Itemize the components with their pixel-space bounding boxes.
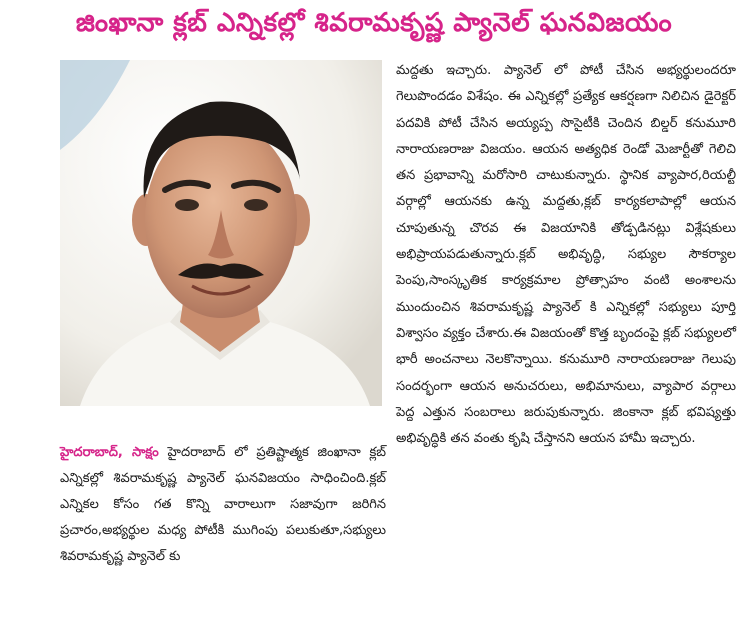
article-continuation — [396, 58, 736, 452]
headline: జింఖానా క్లబ్ ఎన్నికల్లో శివరామకృష్ణ ప్యానెల్ ఘనవిజయం — [75, 8, 673, 38]
article-lead-paragraph — [60, 440, 386, 570]
continuation-paragraph: మద్దతు ఇచ్చారు. ప్యానెల్ లో పోటీ చేసిన అభ్యర్థులందరూ గెలుపొందడం విశేషం. ఈ ఎన్నికల్లో ప్రత్యేక ఆకర్షణగా నిలిచిన డైరెక్టర్ పదవికి పోటీ చేసిన అయ్యప్ప సొసైటీకి చెందిన బిల్డర్ కనుమూరి నారాయణరాజు విజయం. ఆయన అత్యధిక రెండో మెజార్టీతో గెలిచి తన ప్రభావాన్ని మరోసారి చాటుకున్నారు. స్థానిక వ్యాపార,రియల్టీ వర్గాల్లో ఆయనకు ఉన్న మద్దతు,క్లబ్ కార్యకలాపాల్లో ఆయన చూపుతున్న చొరవ ఈ విజయానికి తోడ్పడినట్లు విశ్లేషకులు అభిప్రాయపడుతున్నారు.క్లబ్ అభివృద్ధి, సభ్యుల సౌకర్యాల పెంపు,సాంస్కృతిక కార్యక్రమాల ప్రోత్సాహం వంటి అంశాలను ముందుంచిన శివరామకృష్ణ ప్యానెల్ కి ఎన్నికల్లో సభ్యులు పూర్తి విశ్వాసం వ్యక్తం చేశారు.ఈ విజయంతో కొత్త బృందంపై క్లబ్ సభ్యులలో భారీ అంచనాలు నెలకొన్నాయి. కనుమూరి నారాయణరాజు గెలుపు సందర్భంగా ఆయన అనుచరులు, అభిమానులు, వ్యాపార వర్గాలు పెద్ద ఎత్తున సంబరాలు జరుపుకున్నారు. జింకానా క్లబ్ భవిష్యత్తు అభివృద్ధికి తన వంతు కృషి చేస్తానని ఆయన హామీ ఇచ్చారు. — [396, 63, 736, 447]
article-lead — [60, 440, 386, 570]
portrait-photo — [60, 60, 382, 406]
lead-text: హైదరాబాద్ లో ప్రతిష్టాత్మక జింఖానా క్లబ్ ఎన్నికల్లో శివరామకృష్ణ ప్యానెల్ ఘనవిజయం సాధించింది.క్లబ్ ఎన్నికల కోసం గత కొన్ని వారాలుగా సజావుగా జరిగిన ప్రచారం,అభ్యర్థుల మధ్య పోటీకి ముగింపు పలుకుతూ,సభ్యులు శివరామకృష్ణ ప్యానెల్ కు — [60, 445, 386, 564]
dateline: హైదరాబాద్, సాక్షం — [60, 445, 159, 460]
